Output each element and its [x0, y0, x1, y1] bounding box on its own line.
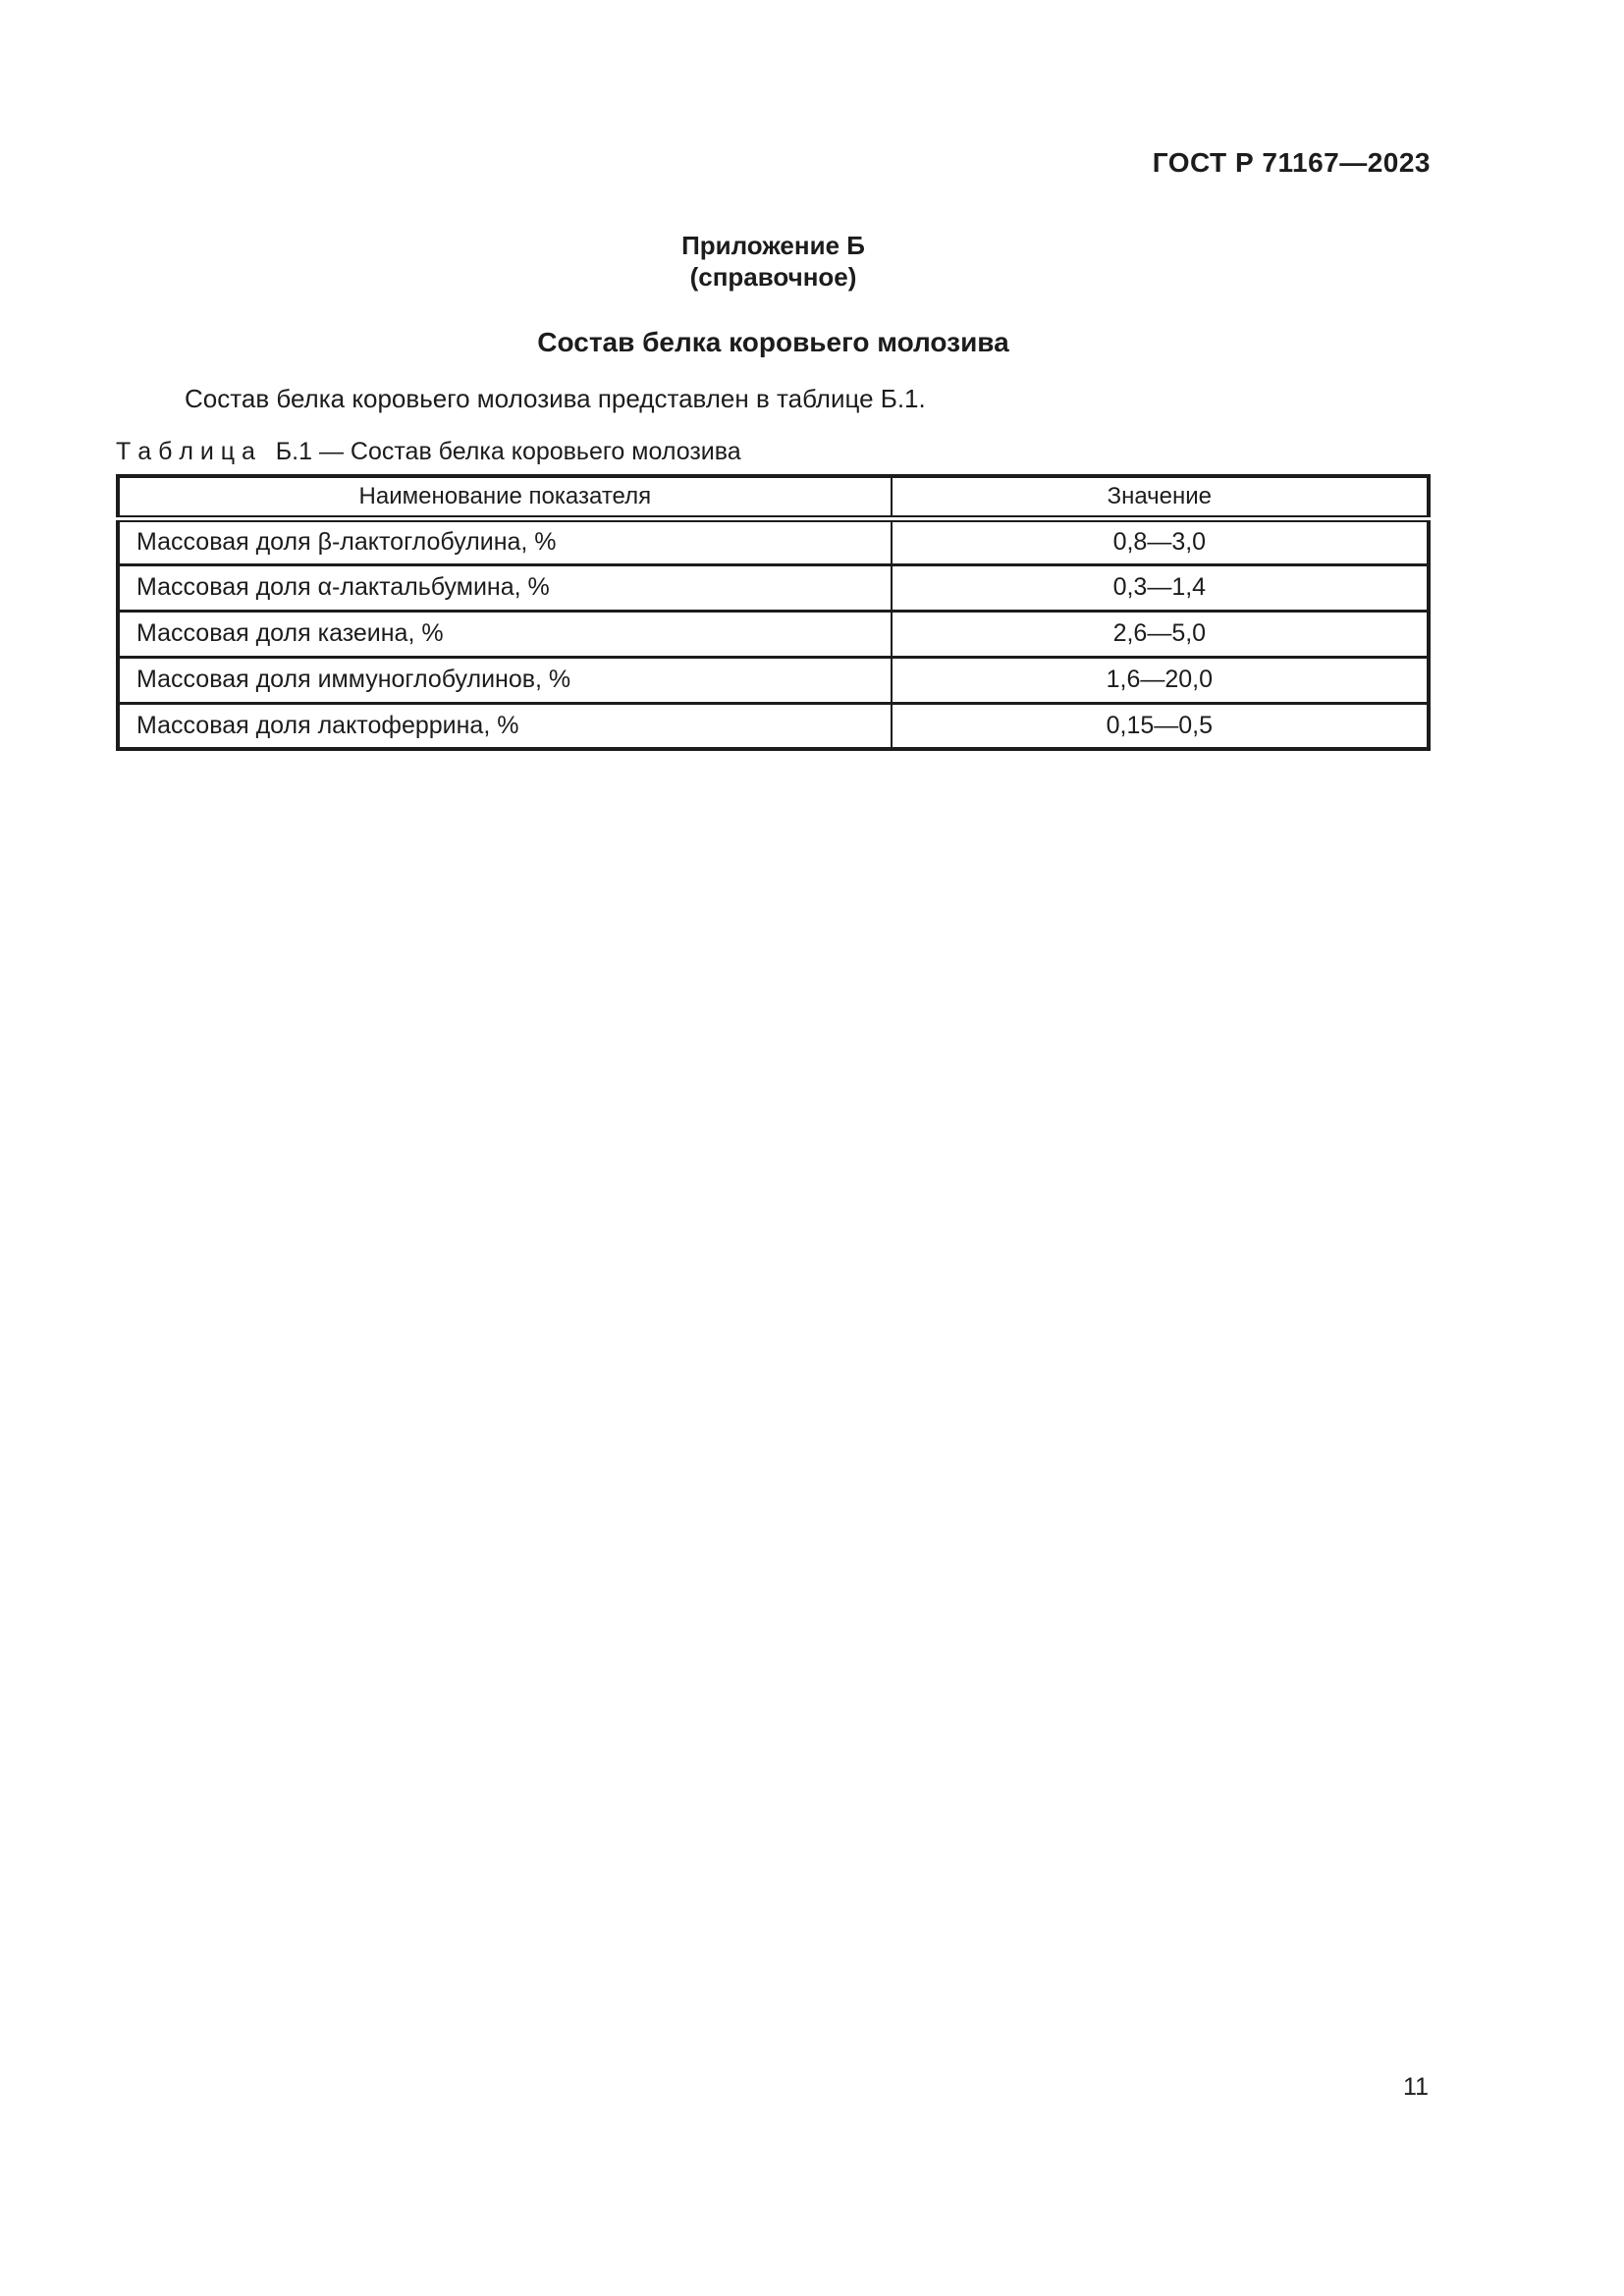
row-value: 0,8—3,0	[1112, 528, 1207, 556]
table-row	[118, 564, 1429, 611]
row-value: 2,6—5,0	[892, 611, 1429, 657]
appendix-kind: (справочное)	[689, 262, 857, 292]
column-header-value: Значение	[892, 476, 1429, 518]
composition-table-wrap	[116, 474, 1431, 751]
document-code-header: ГОСТ Р 71167—2023	[1152, 147, 1431, 178]
row-name: Массовая доля лактоферрина, %	[118, 703, 892, 749]
table-row	[118, 518, 1429, 564]
column-header-name: Наименование показателя	[118, 476, 892, 518]
appendix-title: Состав белка коровьего молозива	[537, 327, 1009, 357]
table-row	[118, 703, 1429, 749]
row-name: Массовая доля иммуноглобулинов, %	[118, 657, 892, 703]
row-value: 1,6—20,0	[892, 657, 1429, 703]
page-number: 11	[1403, 2073, 1429, 2101]
composition-table	[116, 474, 1431, 751]
table-header-row	[118, 476, 1429, 518]
intro-paragraph: Состав белка коровьего молозива представлен в таблице Б.1.	[185, 384, 926, 413]
appendix-label: Приложение Б	[681, 231, 865, 260]
table-body	[118, 518, 1429, 749]
row-name: Массовая доля α-лактальбумина, %	[118, 564, 892, 611]
row-value: 0,15—0,5	[892, 703, 1429, 749]
row-name: Массовая доля β-лактоглобулина, %	[118, 518, 892, 564]
row-value: 0,3—1,4	[892, 564, 1429, 611]
table-row	[118, 657, 1429, 703]
table-header	[118, 476, 1429, 518]
table-caption: Т а б л и ц а Б.1 — Состав белка коровьего молозива	[116, 438, 741, 465]
row-name: Массовая доля казеина, %	[118, 611, 892, 657]
table-row	[118, 611, 1429, 657]
